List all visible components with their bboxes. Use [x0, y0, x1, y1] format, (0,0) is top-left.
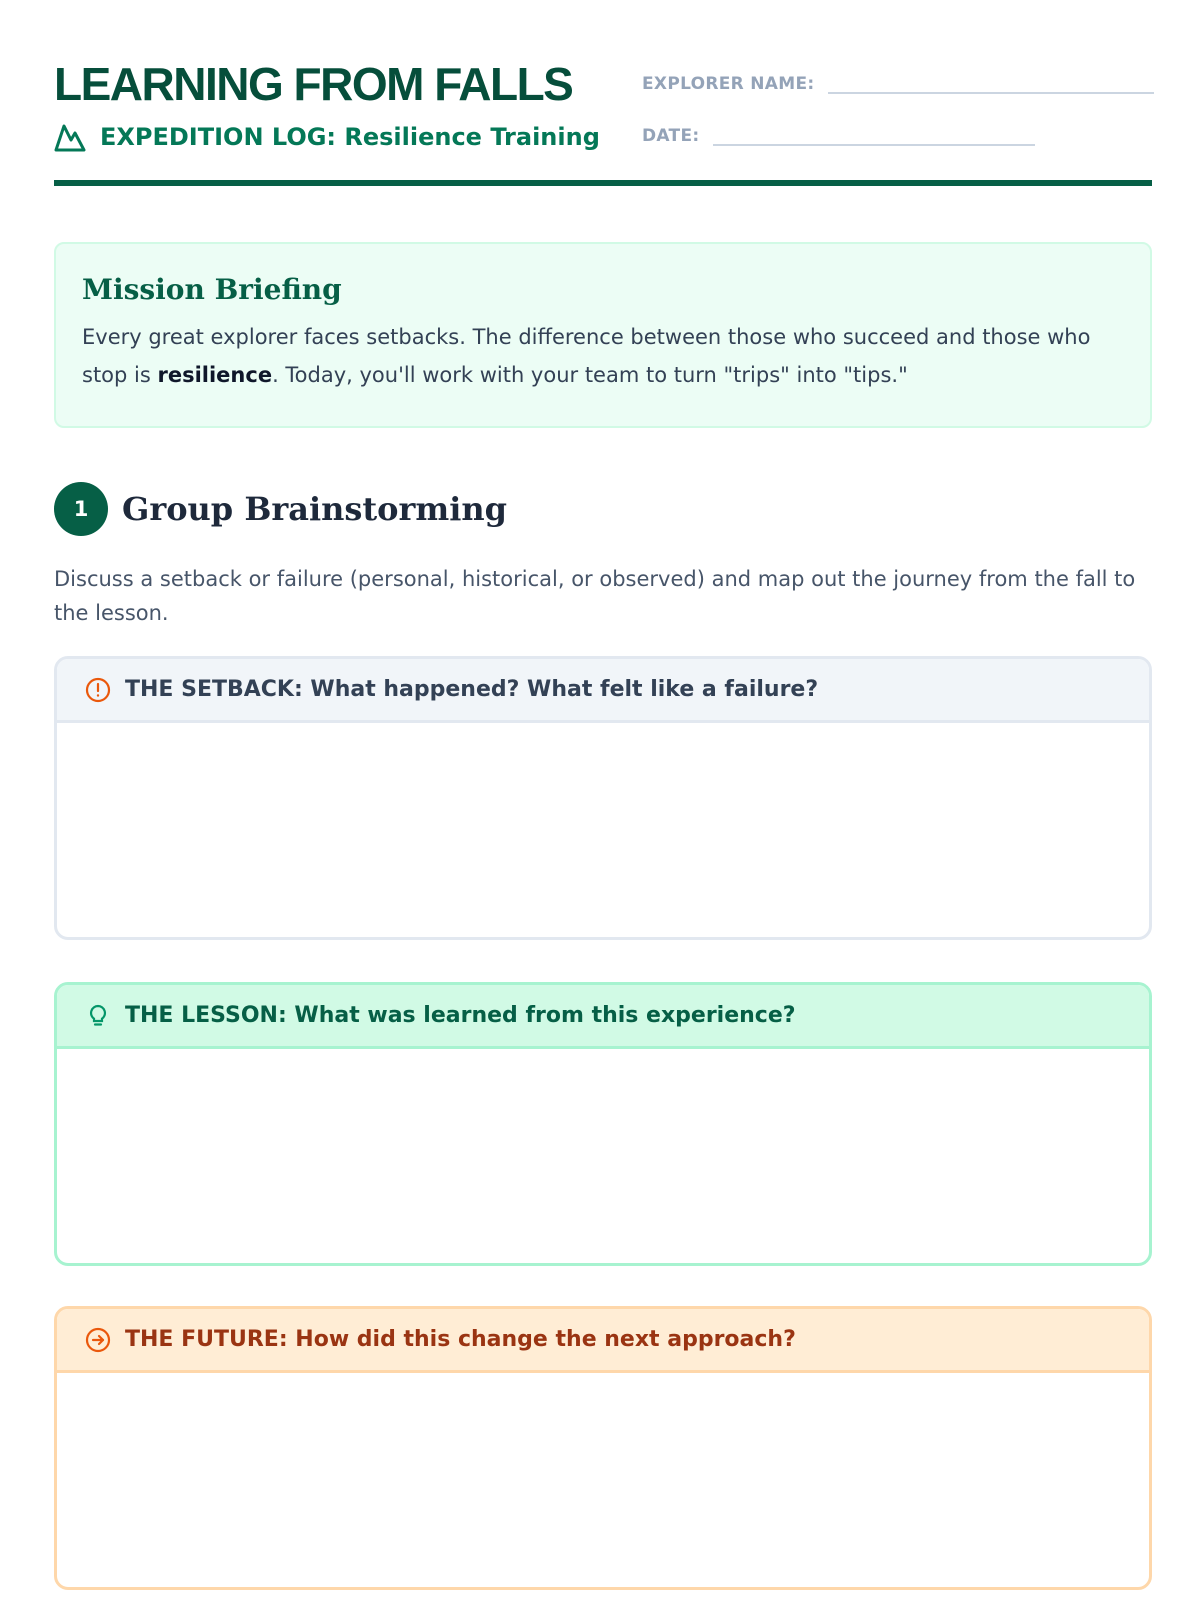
expedition-subtitle	[54, 122, 600, 152]
alert-circle-icon	[85, 677, 111, 703]
lightbulb-icon	[85, 1003, 111, 1029]
setback-answer-area[interactable]	[57, 723, 1149, 937]
lesson-answer-area[interactable]	[57, 1049, 1149, 1263]
mountain-icon	[54, 122, 86, 152]
date-field	[642, 122, 1035, 146]
date-input[interactable]	[713, 122, 1035, 146]
step-number-badge: 1	[54, 482, 108, 536]
explorer-name-label: EXPLORER NAME:	[642, 74, 815, 94]
lesson-header	[57, 985, 1149, 1049]
explorer-name-field	[642, 70, 1154, 94]
briefing-text: Every great explorer faces setbacks. The difference between those who succeed and those who stop is resilience. Today, you'll work with your team to turn "trips" into "tips."	[82, 325, 1091, 387]
page-title: LEARNING FROM FALLS	[54, 58, 573, 110]
future-header	[57, 1309, 1149, 1373]
section-instructions: Discuss a setback or failure (personal, historical, or observed) and map out the journey from the fall to the lesson.	[54, 567, 1136, 625]
section-heading	[54, 482, 507, 536]
future-answer-area[interactable]	[57, 1373, 1149, 1587]
briefing-emphasis: resilience	[157, 363, 273, 387]
date-label: DATE:	[642, 126, 700, 146]
future-box	[54, 1306, 1152, 1590]
mission-briefing	[54, 242, 1152, 428]
section-title: Group Brainstorming	[122, 490, 508, 528]
subtitle-text: EXPEDITION LOG: Resilience Training	[100, 123, 600, 151]
arrow-right-circle-icon	[85, 1327, 111, 1353]
lesson-label: THE LESSON: What was learned from this experience?	[125, 1003, 796, 1028]
setback-header	[57, 659, 1149, 723]
lesson-box	[54, 982, 1152, 1266]
briefing-heading: Mission Briefing	[82, 273, 342, 306]
setback-box	[54, 656, 1152, 940]
explorer-name-input[interactable]	[828, 70, 1154, 94]
future-label: THE FUTURE: How did this change the next approach?	[125, 1327, 796, 1352]
worksheet-header	[54, 56, 1152, 188]
setback-label: THE SETBACK: What happened? What felt like a failure?	[125, 677, 819, 702]
header-divider	[54, 180, 1152, 186]
